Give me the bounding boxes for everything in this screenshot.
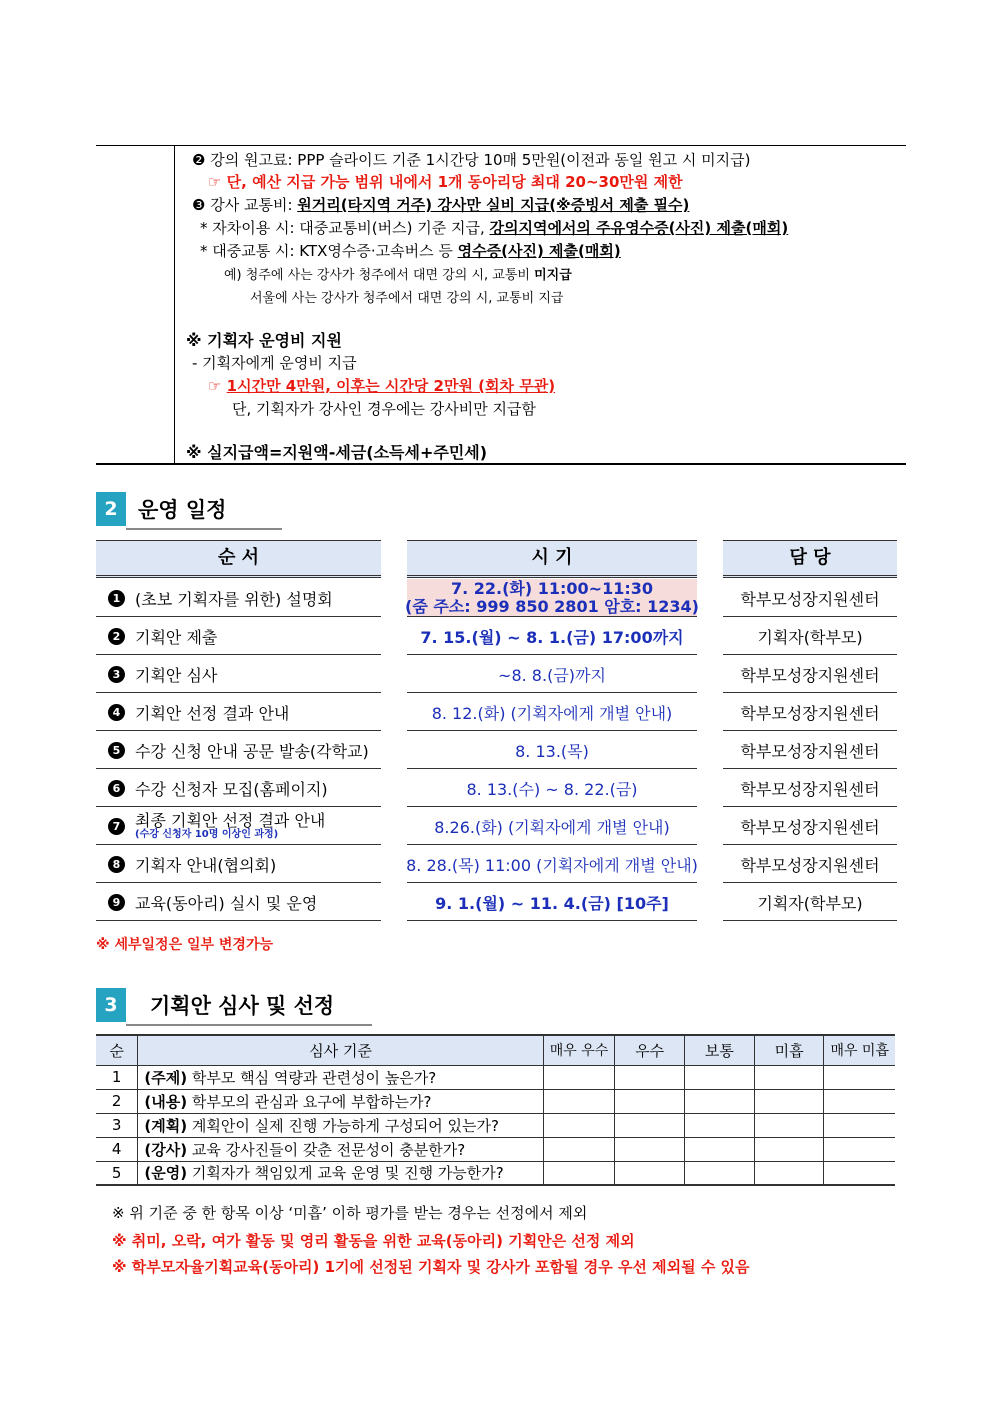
rating-cell[interactable]: [615, 1089, 685, 1113]
schedule-owner-cell: 기획자(학부모): [757, 893, 863, 913]
item-number: ❷: [192, 151, 206, 169]
item-number: ❸: [192, 196, 206, 214]
schedule-order-cell: 3 기획안 심사: [96, 655, 381, 693]
step-number-badge: 5: [108, 742, 125, 759]
schedule-order-cell: 5 수강 신청 안내 공문 발송(각학교): [96, 731, 381, 769]
column-divider: [174, 146, 175, 463]
car-use-line: * 자차이용 시: 대중교통비(버스) 기준 지급, 강의지역에서의 주유영수증(사진) 제출(매회): [200, 219, 789, 237]
criteria-text: (운영) 기획자가 책임있게 교육 운영 및 진행 가능한가?: [138, 1161, 543, 1185]
rating-cell[interactable]: [824, 1065, 895, 1089]
schedule-header-owner: 담 당: [723, 540, 897, 578]
step-number-badge: 8: [108, 856, 125, 873]
rating-cell[interactable]: [543, 1089, 615, 1113]
criteria-number: 4: [96, 1137, 138, 1161]
schedule-row: [0, 769, 992, 807]
schedule-header-order: 순 서: [96, 540, 381, 578]
rating-cell[interactable]: [754, 1113, 824, 1137]
row-divider: [723, 920, 897, 921]
rating-cell[interactable]: [543, 1065, 615, 1089]
step-number-badge: 2: [108, 628, 125, 645]
planner-fee-note: 단, 기획자가 강사인 경우에는 강사비만 지급함: [232, 400, 536, 418]
schedule-row: [0, 807, 992, 845]
schedule-owner-cell: 학부모성장지원센터: [740, 703, 880, 723]
evaluation-row: [96, 1113, 895, 1137]
funding-detail-content: [180, 146, 906, 463]
schedule-order-cell: 8 기획자 안내(협의회): [96, 845, 381, 883]
schedule-owner-cell: 학부모성장지원센터: [740, 665, 880, 685]
section-3-heading: [96, 988, 376, 1022]
section-title: 기획안 심사 및 선정: [150, 994, 335, 1018]
funding-detail-box: [96, 145, 906, 465]
schedule-row: [0, 883, 992, 921]
heading-underline: [126, 1024, 372, 1026]
step-number-badge: 9: [108, 894, 125, 911]
criteria-number: 3: [96, 1113, 138, 1137]
schedule-owner-cell: 학부모성장지원센터: [740, 741, 880, 761]
evaluation-table: [96, 1034, 895, 1186]
rating-cell[interactable]: [754, 1089, 824, 1113]
rating-cell[interactable]: [615, 1137, 685, 1161]
schedule-time-cell: 8. 13.(목): [515, 741, 589, 761]
criteria-text: (계획) 계획안이 실제 진행 가능하게 구성되어 있는가?: [138, 1113, 543, 1137]
schedule-owner-cell: 학부모성장지원센터: [740, 589, 880, 609]
row-divider: [96, 920, 381, 921]
schedule-owner-cell: 학부모성장지원센터: [740, 855, 880, 875]
criteria-text: (주제) 학부모 핵심 역량과 관련성이 높은가?: [138, 1065, 543, 1089]
rating-cell[interactable]: [615, 1065, 685, 1089]
transport-fee-line: ❸ 강사 교통비: 원거리(타지역 거주) 강사만 실비 지급(※증빙서 제출 필수): [192, 196, 690, 214]
rating-cell[interactable]: [754, 1137, 824, 1161]
evaluation-row: [96, 1161, 895, 1185]
section-title: 운영 일정: [138, 498, 227, 522]
schedule-time-cell: 8.26.(화) (기획자에게 개별 안내): [434, 817, 670, 837]
rating-cell[interactable]: [754, 1161, 824, 1185]
rating-cell[interactable]: [824, 1113, 895, 1137]
evaluation-row: [96, 1065, 895, 1089]
schedule-time-cell: 7. 15.(월) ~ 8. 1.(금) 17:00까지: [420, 627, 684, 647]
header-excellent: 매우 우수: [543, 1035, 615, 1065]
rating-cell[interactable]: [543, 1161, 615, 1185]
order-text-group: 최종 기획안 선정 결과 안내 (수강 신청자 10명 이상인 과정): [135, 810, 326, 841]
rating-cell[interactable]: [824, 1137, 895, 1161]
public-transport-line: * 대중교통 시: KTX영수증·고속버스 등 영수증(사진) 제출(매회): [200, 242, 621, 260]
rating-cell[interactable]: [685, 1113, 755, 1137]
evaluation-header-row: [96, 1035, 895, 1065]
schedule-owner-cell: 학부모성장지원센터: [740, 817, 880, 837]
schedule-time-cell: ~8. 8.(금)까지: [498, 665, 606, 685]
rating-cell[interactable]: [824, 1089, 895, 1113]
criteria-number: 2: [96, 1089, 138, 1113]
rating-cell[interactable]: [824, 1161, 895, 1185]
example-line-2: 서울에 사는 강사가 청주에서 대면 강의 시, 교통비 지급: [250, 291, 564, 306]
evaluation-note-1: ※ 위 기준 중 한 항목 이상 ‘미흡’ 이하 평가를 받는 경우는 선정에서 제외: [112, 1204, 588, 1222]
schedule-header-time: 시 기: [407, 540, 697, 578]
rating-cell[interactable]: [754, 1065, 824, 1089]
step-number-badge: 6: [108, 780, 125, 797]
evaluation-row: [96, 1089, 895, 1113]
header-very-poor: 매우 미흡: [824, 1035, 895, 1065]
evaluation-note-3: ※ 학부모자율기획교육(동아리) 1기에 선정된 기획자 및 강사가 포함될 경우 우선 제외될 수 있음: [112, 1258, 750, 1276]
criteria-text: (내용) 학부모의 관심과 요구에 부합하는가?: [138, 1089, 543, 1113]
manuscript-fee-line: ❷ 강의 원고료: PPP 슬라이드 기준 1시간당 10매 5만원(이전과 동일 원고 시 미지급): [192, 151, 751, 169]
rating-cell[interactable]: [685, 1161, 755, 1185]
step-number-badge: 7: [108, 818, 125, 835]
schedule-row: [0, 655, 992, 693]
schedule-row: [0, 731, 992, 769]
schedule-note: ※ 세부일정은 일부 변경가능: [96, 937, 273, 953]
section-2-heading: [96, 492, 282, 526]
rating-cell[interactable]: [685, 1065, 755, 1089]
step-number-badge: 3: [108, 666, 125, 683]
schedule-time-cell: 8. 12.(화) (기획자에게 개별 안내): [431, 703, 673, 723]
schedule-row: [0, 579, 992, 617]
header-good: 우수: [615, 1035, 685, 1065]
criteria-text: (강사) 교육 강사진들이 갖춘 전문성이 충분한가?: [138, 1137, 543, 1161]
rating-cell[interactable]: [615, 1113, 685, 1137]
schedule-order-cell: 6 수강 신청자 모집(홈페이지): [96, 769, 381, 807]
schedule-order-cell: 2 기획안 제출: [96, 617, 381, 655]
schedule-owner-cell: 학부모성장지원센터: [740, 779, 880, 799]
planner-fee-line: - 기획자에게 운영비 지급: [192, 354, 357, 372]
row-divider: [407, 920, 697, 921]
section-number: 2: [96, 492, 126, 526]
step-number-badge: 4: [108, 704, 125, 721]
header-no: 순: [96, 1035, 138, 1065]
rating-cell[interactable]: [543, 1137, 615, 1161]
schedule-order-cell: 4 기획안 선정 결과 안내: [96, 693, 381, 731]
section-number: 3: [96, 988, 126, 1022]
evaluation-row: [96, 1137, 895, 1161]
header-poor: 미흡: [754, 1035, 824, 1065]
schedule-time-cell: 8. 13.(수) ~ 8. 22.(금): [466, 779, 638, 799]
schedule-order-cell: [96, 807, 381, 845]
example-line-1: 예) 청주에 사는 강사가 청주에서 대면 강의 시, 교통비 미지급: [224, 268, 572, 283]
schedule-row: [0, 617, 992, 655]
rating-cell[interactable]: [685, 1089, 755, 1113]
net-payment-line: ※ 실지급액=지원액-세금(소득세+주민세): [186, 443, 488, 462]
header-criteria: 심사 기준: [138, 1035, 543, 1065]
schedule-row: [0, 693, 992, 731]
rating-cell[interactable]: [685, 1137, 755, 1161]
rating-cell[interactable]: [615, 1161, 685, 1185]
planner-fee-heading: ※ 기획자 운영비 지원: [186, 331, 342, 350]
schedule-time-cell: 9. 1.(월) ~ 11. 4.(금) [10주]: [435, 893, 669, 913]
criteria-number: 1: [96, 1065, 138, 1089]
schedule-owner-cell: 기획자(학부모): [757, 627, 863, 647]
manuscript-fee-limit: ☞ 단, 예산 지급 가능 범위 내에서 1개 동아리당 최대 20~30만원 제한: [208, 173, 683, 191]
step-number-badge: 1: [108, 590, 125, 607]
rating-cell[interactable]: [543, 1113, 615, 1137]
planner-fee-amount: ☞ 1시간만 4만원, 이후는 시간당 2만원 (회차 무관): [208, 377, 556, 395]
heading-underline: [126, 528, 282, 530]
evaluation-note-2: ※ 취미, 오락, 여가 활동 및 영리 활동을 위한 교육(동아리) 기획안은 선정 제외: [112, 1232, 635, 1250]
schedule-time-cell: 8. 28.(목) 11:00 (기획자에게 개별 안내): [406, 855, 698, 875]
schedule-time-cell: 7. 22.(화) 11:00~11:30 (줌 주소: 999 850 2801 암호: 1234): [405, 578, 699, 616]
schedule-order-cell: 9 교육(동아리) 실시 및 운영: [96, 883, 381, 921]
criteria-number: 5: [96, 1161, 138, 1185]
schedule-order-cell: 1 (초보 기획자를 위한) 설명회: [96, 579, 381, 617]
schedule-row: [0, 845, 992, 883]
header-average: 보통: [685, 1035, 755, 1065]
